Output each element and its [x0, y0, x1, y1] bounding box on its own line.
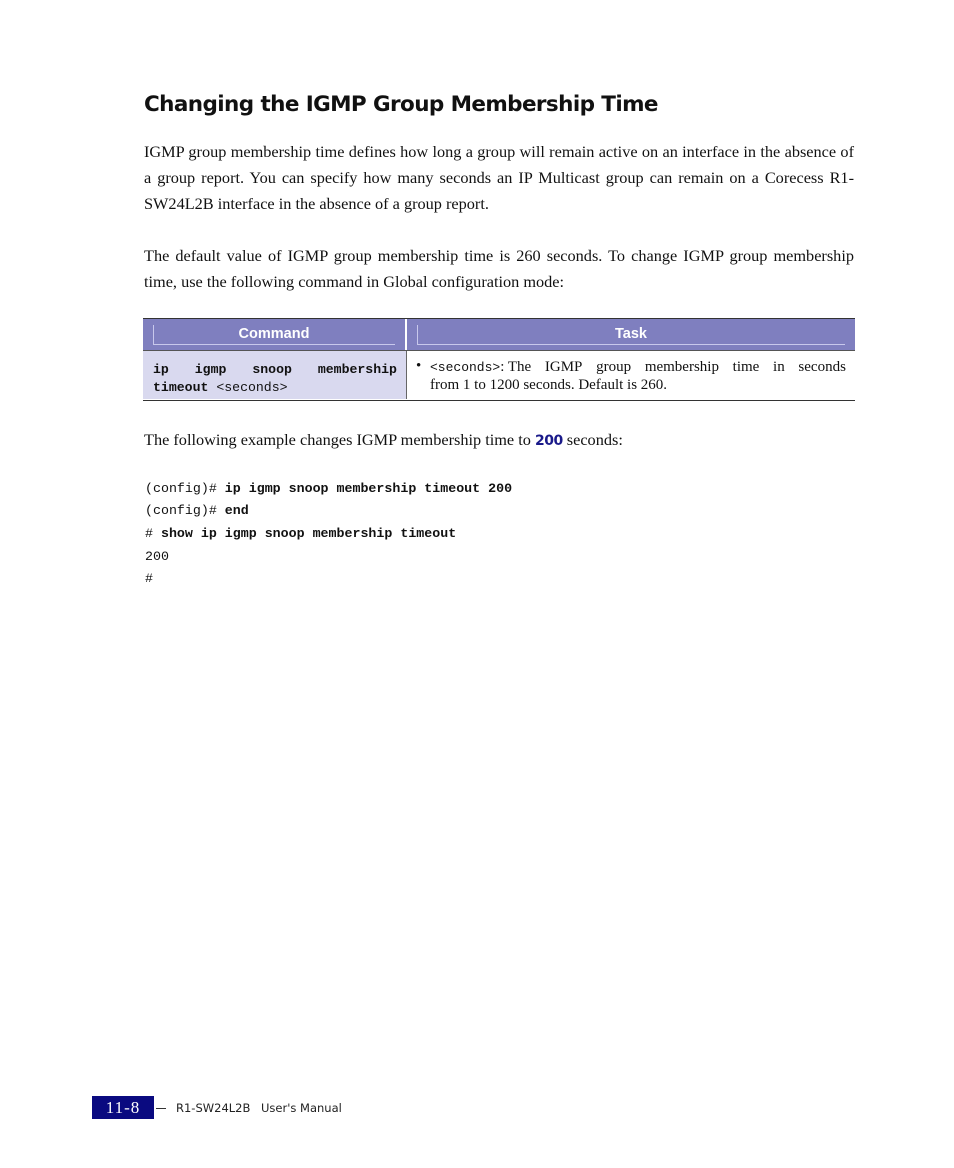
command-line-2: timeout <seconds>: [153, 380, 288, 395]
command-table: [143, 318, 855, 401]
page-number-badge: 11-8: [92, 1096, 154, 1119]
bullet-icon: •: [416, 358, 422, 374]
command-cell: [143, 351, 407, 399]
code-line: (config)# ip igmp snoop membership timeout 200: [145, 481, 513, 496]
example-intro: The following example changes IGMP membership time to 200 seconds:: [144, 430, 623, 449]
code-line: # show ip igmp snoop membership timeout: [145, 526, 457, 541]
code-prompt-line: #: [145, 571, 153, 586]
footer-manual-title: User's Manual: [261, 1101, 342, 1115]
task-parameter: <seconds>: [430, 360, 501, 375]
task-line-2: from 1 to 1200 seconds. Default is 260.: [430, 377, 668, 393]
command-argument: <seconds>: [216, 380, 288, 395]
task-line-1: <seconds>: The IGMP group membership time in seconds: [430, 359, 846, 375]
intro-paragraph: IGMP group membership time defines how long a group will remain active on an interface in the absence of a group report. You can specify how many seconds an IP Multicast group can remain on a Corecess R1-SW24L2B interface in the absence of a group report.: [144, 142, 854, 213]
footer-product-name: R1-SW24L2B: [176, 1101, 251, 1115]
code-output-line: 200: [145, 549, 169, 564]
task-cell: [407, 351, 855, 399]
code-line: (config)# end: [145, 503, 249, 518]
table-header-command: Command: [143, 319, 405, 350]
command-line-1: ip igmp snoop membership: [153, 362, 397, 377]
highlighted-value: 200: [534, 433, 563, 449]
default-value-paragraph: The default value of IGMP group membership time is 260 seconds. To change IGMP group membership time, use the following command in Global configuration mode:: [144, 246, 854, 291]
section-title: Changing the IGMP Group Membership Time: [144, 92, 658, 117]
table-header-task: Task: [407, 319, 855, 350]
footer-divider: [156, 1108, 166, 1109]
